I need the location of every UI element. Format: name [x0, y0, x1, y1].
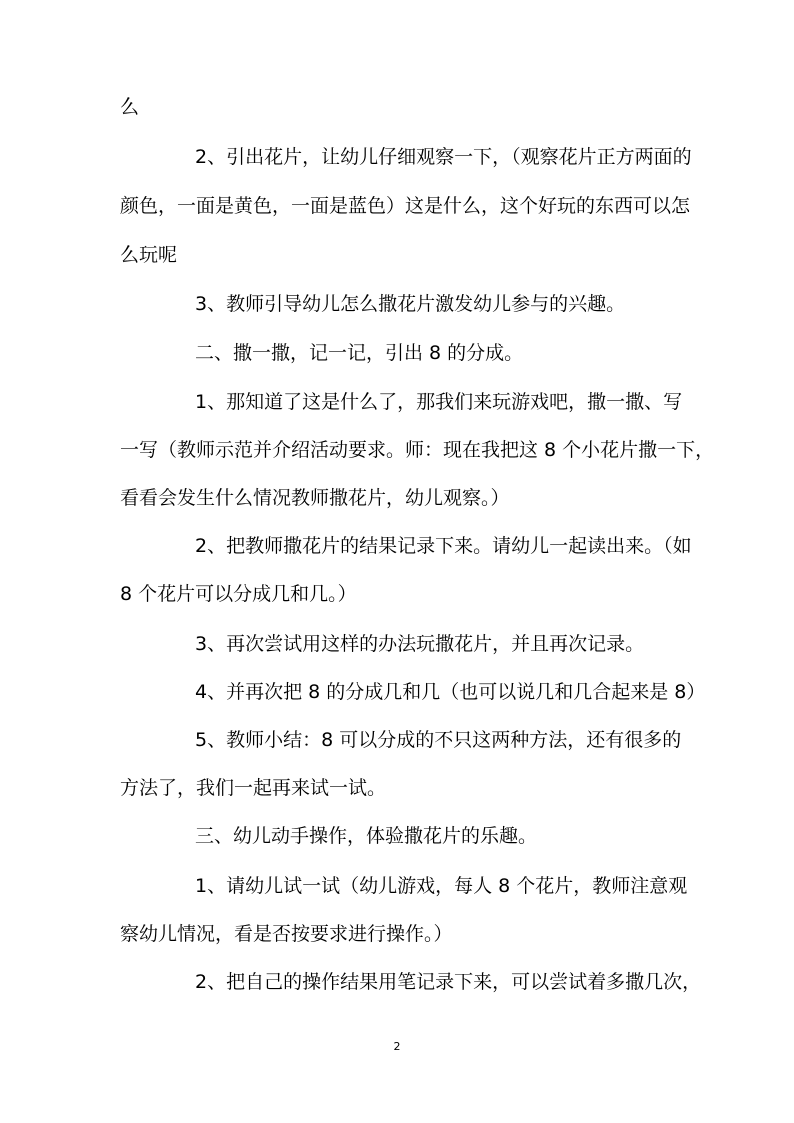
text-line: 方法了，我们一起再来试一试。: [120, 777, 387, 799]
text-line: 3、教师引导幼儿怎么撒花片激发幼儿参与的兴趣。: [195, 293, 626, 315]
text-line: 看看会发生什么情况教师撒花片，幼儿观察。）: [120, 487, 510, 509]
text-line: 2、把教师撒花片的结果记录下来。请幼儿一起读出来。（如: [195, 535, 692, 557]
text-line: 5、教师小结：8 可以分成的不只这两种方法，还有很多的: [195, 729, 682, 751]
text-line: 1、请幼儿试一试（幼儿游戏，每人 8 个花片，教师注意观: [195, 875, 688, 897]
text-line: 2、引出花片，让幼儿仔细观察一下，（观察花片正方两面的: [195, 146, 692, 168]
text-line: 4、并再次把 8 的分成几和几（也可以说几和几合起来是 8）: [195, 681, 706, 703]
text-line: 一写（教师示范并介绍活动要求。师：现在我把这 8 个小花片撒一下，: [120, 439, 715, 461]
text-line: 颜色，一面是黄色，一面是蓝色）这是什么，这个好玩的东西可以怎: [120, 195, 691, 217]
text-line: 1、那知道了这是什么了，那我们来玩游戏吧，撒一撒、写: [195, 391, 683, 413]
text-line: 8 个花片可以分成几和几。）: [120, 583, 357, 605]
text-line: 么: [120, 96, 140, 118]
text-line: 么玩呢: [120, 244, 178, 266]
text-line: 3、再次尝试用这样的办法玩撒花片，并且再次记录。: [195, 633, 645, 655]
text-line: 2、把自己的操作结果用笔记录下来，可以尝试着多撒几次，: [195, 971, 702, 993]
text-line: 察幼儿情况，看是否按要求进行操作。）: [120, 923, 453, 945]
text-line: 三、幼儿动手操作，体验撒花片的乐趣。: [195, 825, 538, 847]
page-number: 2: [393, 1040, 401, 1053]
text-line: 二、撒一撒，记一记，引出 8 的分成。: [195, 342, 524, 364]
